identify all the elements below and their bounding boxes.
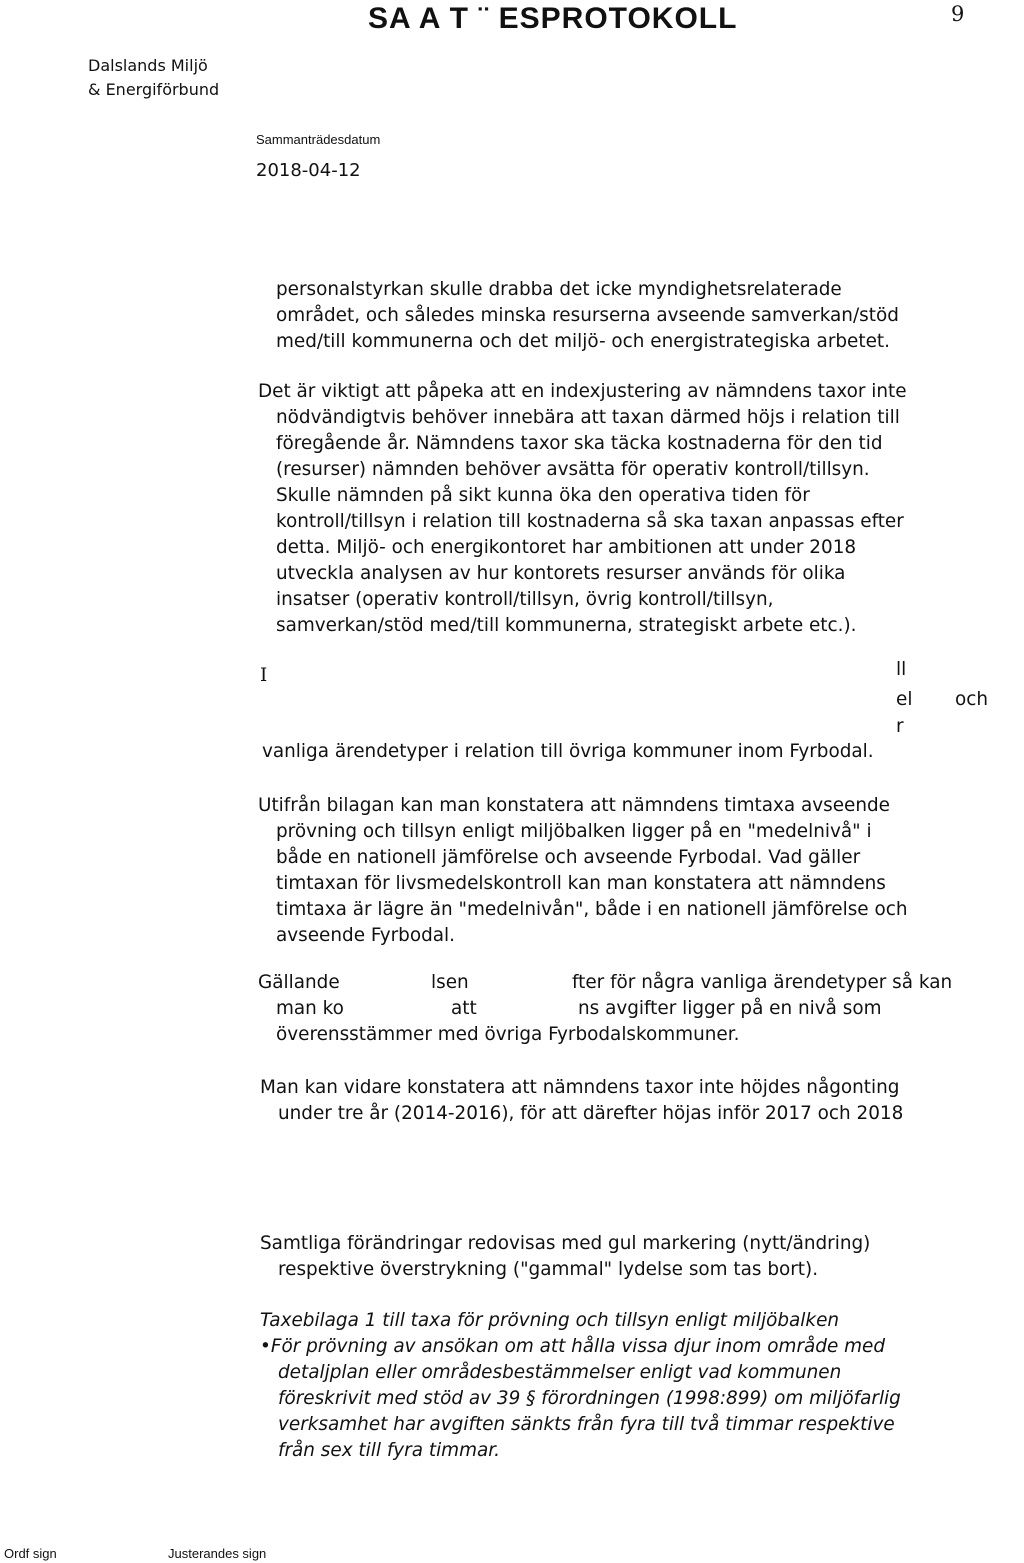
text-line: personalstyrkan skulle drabba det icke myndighetsrelaterade bbox=[276, 279, 842, 300]
text-fragment: el bbox=[896, 689, 913, 710]
appendix-heading: Taxebilaga 1 till taxa för prövning och tillsyn enligt miljöbalken bbox=[260, 1310, 840, 1331]
text-fragment: ns avgifter ligger på en nivå som bbox=[578, 998, 882, 1019]
text-fragment: man ko bbox=[276, 998, 344, 1019]
text-line: med/till kommunerna och det miljö- och energistrategiska arbetet. bbox=[276, 331, 890, 352]
text-fragment: I bbox=[260, 665, 268, 686]
bullet: • bbox=[260, 1336, 271, 1357]
meeting-date-label: Sammanträdesdatum bbox=[256, 132, 381, 147]
text-line: nödvändigtvis behöver innebära att taxan därmed höjs i relation till bbox=[276, 407, 900, 428]
text-fragment: att bbox=[451, 998, 477, 1019]
text-line: prövning och tillsyn enligt miljöbalken ligger på en "medelnivå" i bbox=[276, 821, 872, 842]
text-line: överensstämmer med övriga Fyrbodalskommuner. bbox=[276, 1024, 740, 1045]
text-line: För prövning av ansökan om att hålla vissa djur inom område med bbox=[270, 1336, 886, 1357]
text-line: under tre år (2014-2016), för att därefter höjas inför 2017 och 2018 bbox=[278, 1103, 904, 1124]
adjuster-signature-label: Justerandes sign bbox=[168, 1546, 267, 1561]
org-name-line2: & Energiförbund bbox=[88, 80, 220, 99]
paragraph-personnel bbox=[276, 277, 899, 355]
text-fragment: och bbox=[955, 689, 989, 710]
text-line: Man kan vidare konstatera att nämndens taxor inte höjdes någonting bbox=[260, 1077, 900, 1098]
text-fragment: r bbox=[896, 716, 904, 737]
chair-signature-label: Ordf sign bbox=[4, 1546, 57, 1561]
page-number: 9 bbox=[951, 2, 965, 26]
text-line: (resurser) nämnden behöver avsätta för operativ kontroll/tillsyn. bbox=[276, 459, 870, 480]
text-line: detaljplan eller områdesbestämmelser enligt vad kommunen bbox=[278, 1362, 842, 1383]
paragraph-indexation bbox=[258, 379, 907, 639]
text-line: utveckla analysen av hur kontorets resurser används för olika bbox=[276, 563, 846, 584]
text-line: från sex till fyra timmar. bbox=[278, 1440, 500, 1461]
org-name-line1: Dalslands Miljö bbox=[88, 56, 208, 75]
text-line: vanliga ärendetyper i relation till övriga kommuner inom Fyrbodal. bbox=[262, 741, 874, 762]
text-fragment: ll bbox=[896, 659, 907, 680]
text-line: kontroll/tillsyn i relation till kostnaderna så ska taxan anpassas efter bbox=[276, 511, 904, 532]
text-line: Utifrån bilagan kan man konstatera att nämndens timtaxa avseende bbox=[258, 795, 890, 816]
text-line: insatser (operativ kontroll/tillsyn, övrig kontroll/tillsyn, bbox=[276, 589, 774, 610]
protocol-title: SA A T ¨ ESPROTOKOLL bbox=[368, 2, 738, 35]
text-line: området, och således minska resurserna avseende samverkan/stöd bbox=[276, 305, 899, 326]
text-line: timtaxa är lägre än "medelnivån", både i en nationell jämförelse och bbox=[276, 899, 908, 920]
bullet-line bbox=[260, 1334, 901, 1360]
paragraph-hourly-rate bbox=[258, 793, 908, 949]
text-line: samverkan/stöd med/till kommunerna, strategiskt arbete etc.). bbox=[276, 615, 857, 636]
text-fragment: lsen bbox=[431, 972, 469, 993]
meeting-date-value: 2018-04-12 bbox=[256, 160, 361, 181]
text-fragment: Gällande bbox=[258, 972, 340, 993]
paragraph-appendix bbox=[260, 1308, 901, 1464]
text-line: både en nationell jämförelse och avseende Fyrbodal. Vad gäller bbox=[276, 847, 861, 868]
text-line: verksamhet har avgiften sänkts från fyra till två timmar respektive bbox=[278, 1414, 895, 1435]
text-line: föreskrivit med stöd av 39 § förordningen (1998:899) om miljöfarlig bbox=[278, 1388, 901, 1409]
text-line: Det är viktigt att påpeka att en indexjustering av nämndens taxor inte bbox=[258, 381, 907, 402]
text-line: avseende Fyrbodal. bbox=[276, 925, 456, 946]
paragraph-changes bbox=[260, 1231, 870, 1283]
text-line: detta. Miljö- och energikontoret har ambitionen att under 2018 bbox=[276, 537, 857, 558]
text-line: Samtliga förändringar redovisas med gul markering (nytt/ändring) bbox=[260, 1233, 871, 1254]
text-line: respektive överstrykning ("gammal" lydelse som tas bort). bbox=[278, 1259, 819, 1280]
text-fragment: fter för några vanliga ärendetyper så kan bbox=[572, 972, 953, 993]
text-line: Skulle nämnden på sikt kunna öka den operativa tiden för bbox=[276, 485, 810, 506]
paragraph-tax-history bbox=[260, 1075, 903, 1127]
text-line: föregående år. Nämndens taxor ska täcka kostnaderna för den tid bbox=[276, 433, 883, 454]
text-line: timtaxan för livsmedelskontroll kan man konstatera att nämndens bbox=[276, 873, 886, 894]
